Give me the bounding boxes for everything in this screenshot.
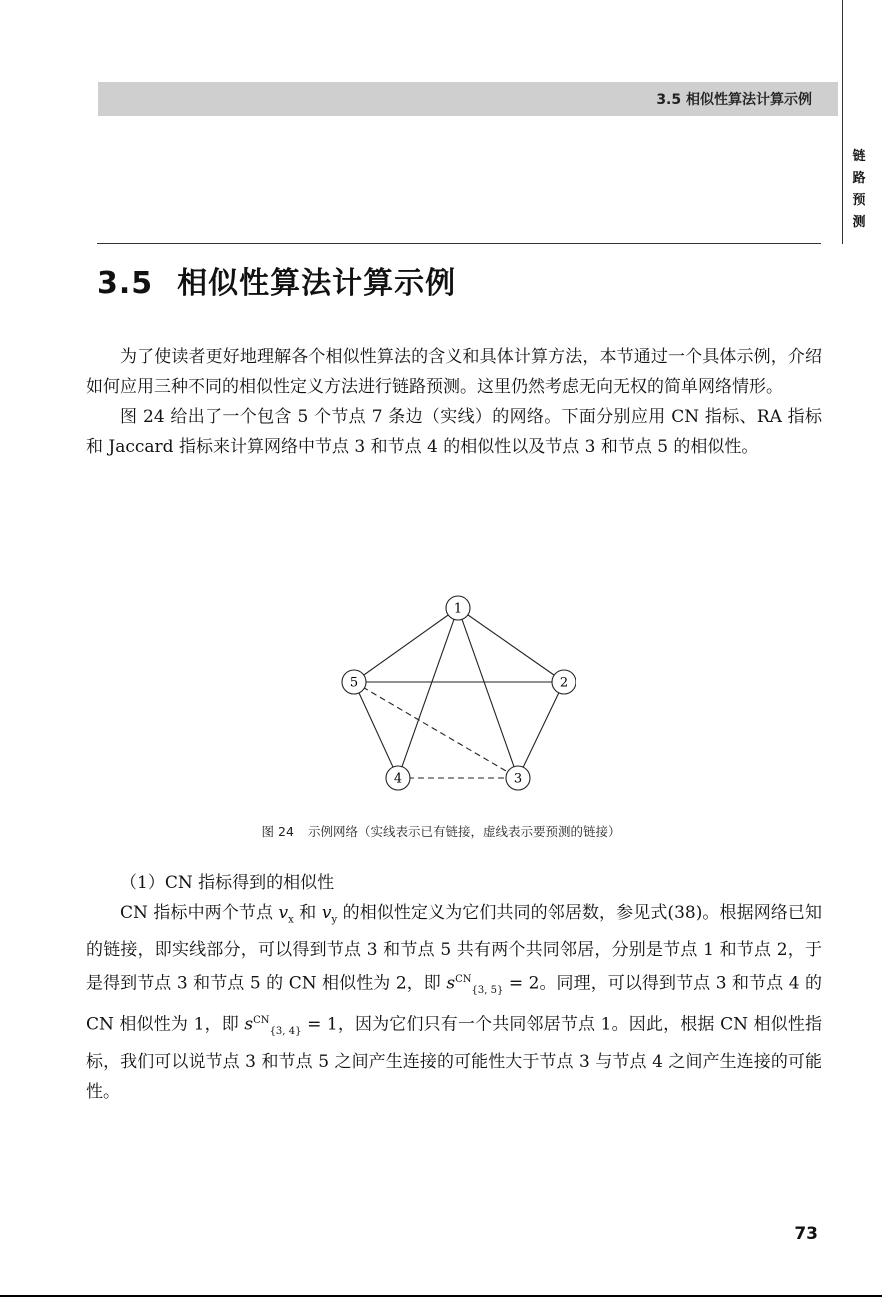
math-superscript: CN xyxy=(253,1015,270,1027)
node-1 xyxy=(446,596,470,620)
node-3 xyxy=(506,766,530,790)
edge-1-5 xyxy=(354,608,458,682)
subsection-heading: （1）CN 指标得到的相似性 xyxy=(120,873,335,893)
network-diagram xyxy=(336,586,576,806)
edge-1-4 xyxy=(398,608,458,778)
math-subscript: x xyxy=(288,914,294,926)
node-2 xyxy=(552,670,576,694)
math-symbol: v xyxy=(278,903,289,923)
paragraph: 图 24 给出了一个包含 5 个节点 7 条边（实线）的网络。下面分别应用 CN 指标、RA 指标和 Jaccard 指标来计算网络中节点 3 和节点 4 的相似性以及节点 3 和节点 5 的相似性。 xyxy=(86,407,822,457)
text-run: = 2。同理，可以得到节点 3 和节点 4 的 CN 相似性为 1，即 xyxy=(86,974,822,1036)
side-tab xyxy=(850,146,868,234)
text-run: CN 指标中两个节点 xyxy=(120,903,279,923)
text-run: 和 xyxy=(293,903,322,923)
text-run: = 1，因为它们只有一个共同邻居节点 1。因此，根据 CN 相似性指标，我们可以说节点 3 和节点 5 之间产生连接的可能性大于节点 3 与节点 4 之间产生连接的可能性。 xyxy=(86,1015,822,1103)
side-tab-char: 测 xyxy=(852,215,866,230)
node-5 xyxy=(342,670,366,694)
node-label: 1 xyxy=(453,601,463,617)
edge-2-3 xyxy=(518,682,564,778)
node-label: 2 xyxy=(559,675,569,691)
math-symbol: v xyxy=(321,903,332,923)
node-label: 3 xyxy=(513,771,523,787)
side-divider xyxy=(842,0,843,244)
figure-caption-text: 示例网络（实线表示已有链接，虚线表示要预测的链接） xyxy=(307,824,621,839)
figure-number: 图 24 xyxy=(261,824,294,839)
edge-1-3 xyxy=(458,608,518,778)
section-number: 3.5 xyxy=(97,266,154,301)
paragraph: 为了使读者更好地理解各个相似性算法的含义和具体计算方法，本节通过一个具体示例，介绍如何应用三种不同的相似性定义方法进行链路预测。这里仍然考虑无向无权的简单网络情形。 xyxy=(86,347,822,397)
math-superscript: CN xyxy=(455,974,472,986)
header-rule xyxy=(97,243,821,244)
side-tab-char: 预 xyxy=(852,193,866,208)
node-4 xyxy=(386,766,410,790)
edge-5-4 xyxy=(354,682,398,778)
edge-1-2 xyxy=(458,608,564,682)
running-head: 3.5 相似性算法计算示例 xyxy=(656,92,812,108)
page-number: 73 xyxy=(794,1224,818,1244)
section-title-text: 相似性算法计算示例 xyxy=(177,266,457,301)
node-label: 5 xyxy=(349,675,359,691)
section-title xyxy=(97,258,456,302)
figure-caption xyxy=(0,822,882,840)
edge-5-3 xyxy=(354,682,518,778)
math-symbol: s xyxy=(244,1015,254,1036)
side-tab-char: 路 xyxy=(852,171,866,186)
text-run: 的相似性定义为它们共同的邻居数，参见式(38)。根据网络已知的链接，即实线部分，可以得到节点 3 和节点 5 共有两个共同邻居，分别是节点 1 和节点 2，于是得到节点 3 和节点 5 的 CN 相似性为 2，即 xyxy=(86,903,822,995)
bottom-rule xyxy=(0,1295,882,1297)
math-subscript: y xyxy=(331,914,338,926)
paragraph xyxy=(86,898,822,1107)
cn-section xyxy=(86,868,822,1107)
side-tab-char: 链 xyxy=(852,149,866,164)
math-symbol: s xyxy=(446,974,456,995)
math-subscript: {3, 4} xyxy=(269,1026,302,1038)
intro-text xyxy=(86,342,822,462)
math-subscript: {3, 5} xyxy=(471,985,504,997)
node-label: 4 xyxy=(393,771,403,787)
header-band xyxy=(98,82,838,116)
